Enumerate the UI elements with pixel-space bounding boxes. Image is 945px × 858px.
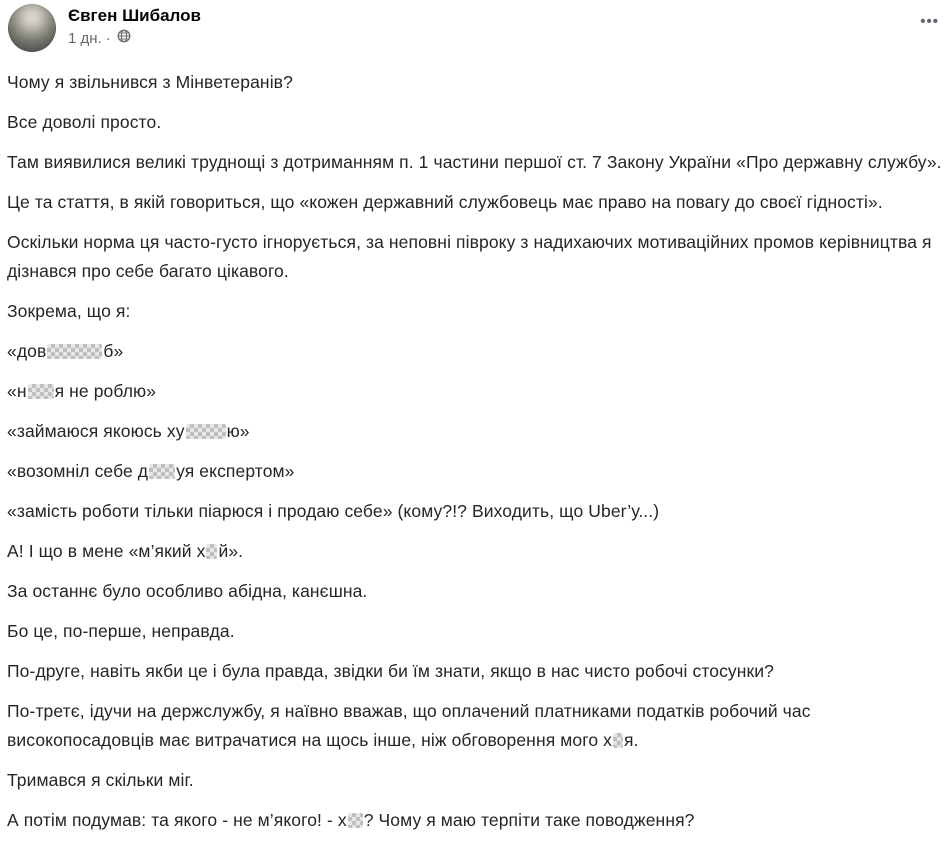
post-paragraph: Там виявилися великі труднощі з дотриманням п. 1 частини першої ст. 7 Закону України «Про державну службу». — [7, 152, 942, 172]
timestamp[interactable]: 1 дн. — [68, 29, 102, 47]
more-options-button[interactable]: ••• — [916, 8, 943, 35]
post-paragraph: Все доволі просто. — [7, 112, 162, 132]
censored-word — [186, 424, 226, 439]
censored-word — [47, 344, 102, 359]
author-name[interactable]: Євген Шибалов — [68, 6, 201, 25]
post-paragraph: Чому я звільнився з Мінветеранів? — [7, 72, 293, 92]
post-paragraph: Тримався я скільки міг. — [7, 770, 194, 790]
post-paragraph: А! І що в мене «м’який х й». — [7, 541, 244, 561]
post-paragraph: Зокрема, що я: — [7, 301, 131, 321]
censored-word — [28, 384, 54, 399]
post-paragraph: Оскільки норма ця часто-густо ігнорується, за неповні півроку з надихаючих мотиваційних промов керівництва я дізнався про себе багато цікавого. — [7, 232, 932, 281]
post-paragraph: «возомніл себе д уя експертом» — [7, 461, 295, 481]
censored-word — [348, 813, 363, 828]
post-paragraph: А потім подумав: та якого - не м’якого! - х ? Чому я маю терпіти таке поводження? — [7, 810, 695, 830]
post-paragraph: «займаюся якоюсь ху ю» — [7, 421, 250, 441]
post-header — [0, 0, 945, 56]
post-paragraph: Бо це, по-перше, неправда. — [7, 621, 235, 641]
post-meta — [68, 29, 201, 48]
post-paragraph: Це та стаття, в якій говориться, що «кожен державний службовець має право на повагу до своєї гідності». — [7, 192, 883, 212]
post-text — [0, 56, 945, 835]
header-text — [68, 3, 201, 48]
globe-icon — [117, 29, 131, 48]
avatar[interactable] — [8, 4, 56, 52]
censored-word — [206, 544, 217, 559]
post-paragraph: За останнє було особливо абідна, канєшна. — [7, 581, 368, 601]
meta-separator: · — [105, 29, 111, 47]
post-paragraph: «н я не роблю» — [7, 381, 157, 401]
post-paragraph: «замість роботи тільки піарюся і продаю себе» (кому?!? Виходить, що Uber’у...) — [7, 501, 660, 521]
censored-word — [149, 464, 175, 479]
censored-word — [613, 733, 623, 748]
post-paragraph: По-третє, ідучи на держслужбу, я наївно вважав, що оплачений платниками податків робочий час високопосадовців має витрачатися на щось інше, ніж обговорення мого х я. — [7, 701, 811, 750]
post-paragraph: По-друге, навіть якби це і була правда, звідки би їм знати, якщо в нас чисто робочі стосунки? — [7, 661, 775, 681]
post-paragraph: «дов б» — [7, 341, 124, 361]
